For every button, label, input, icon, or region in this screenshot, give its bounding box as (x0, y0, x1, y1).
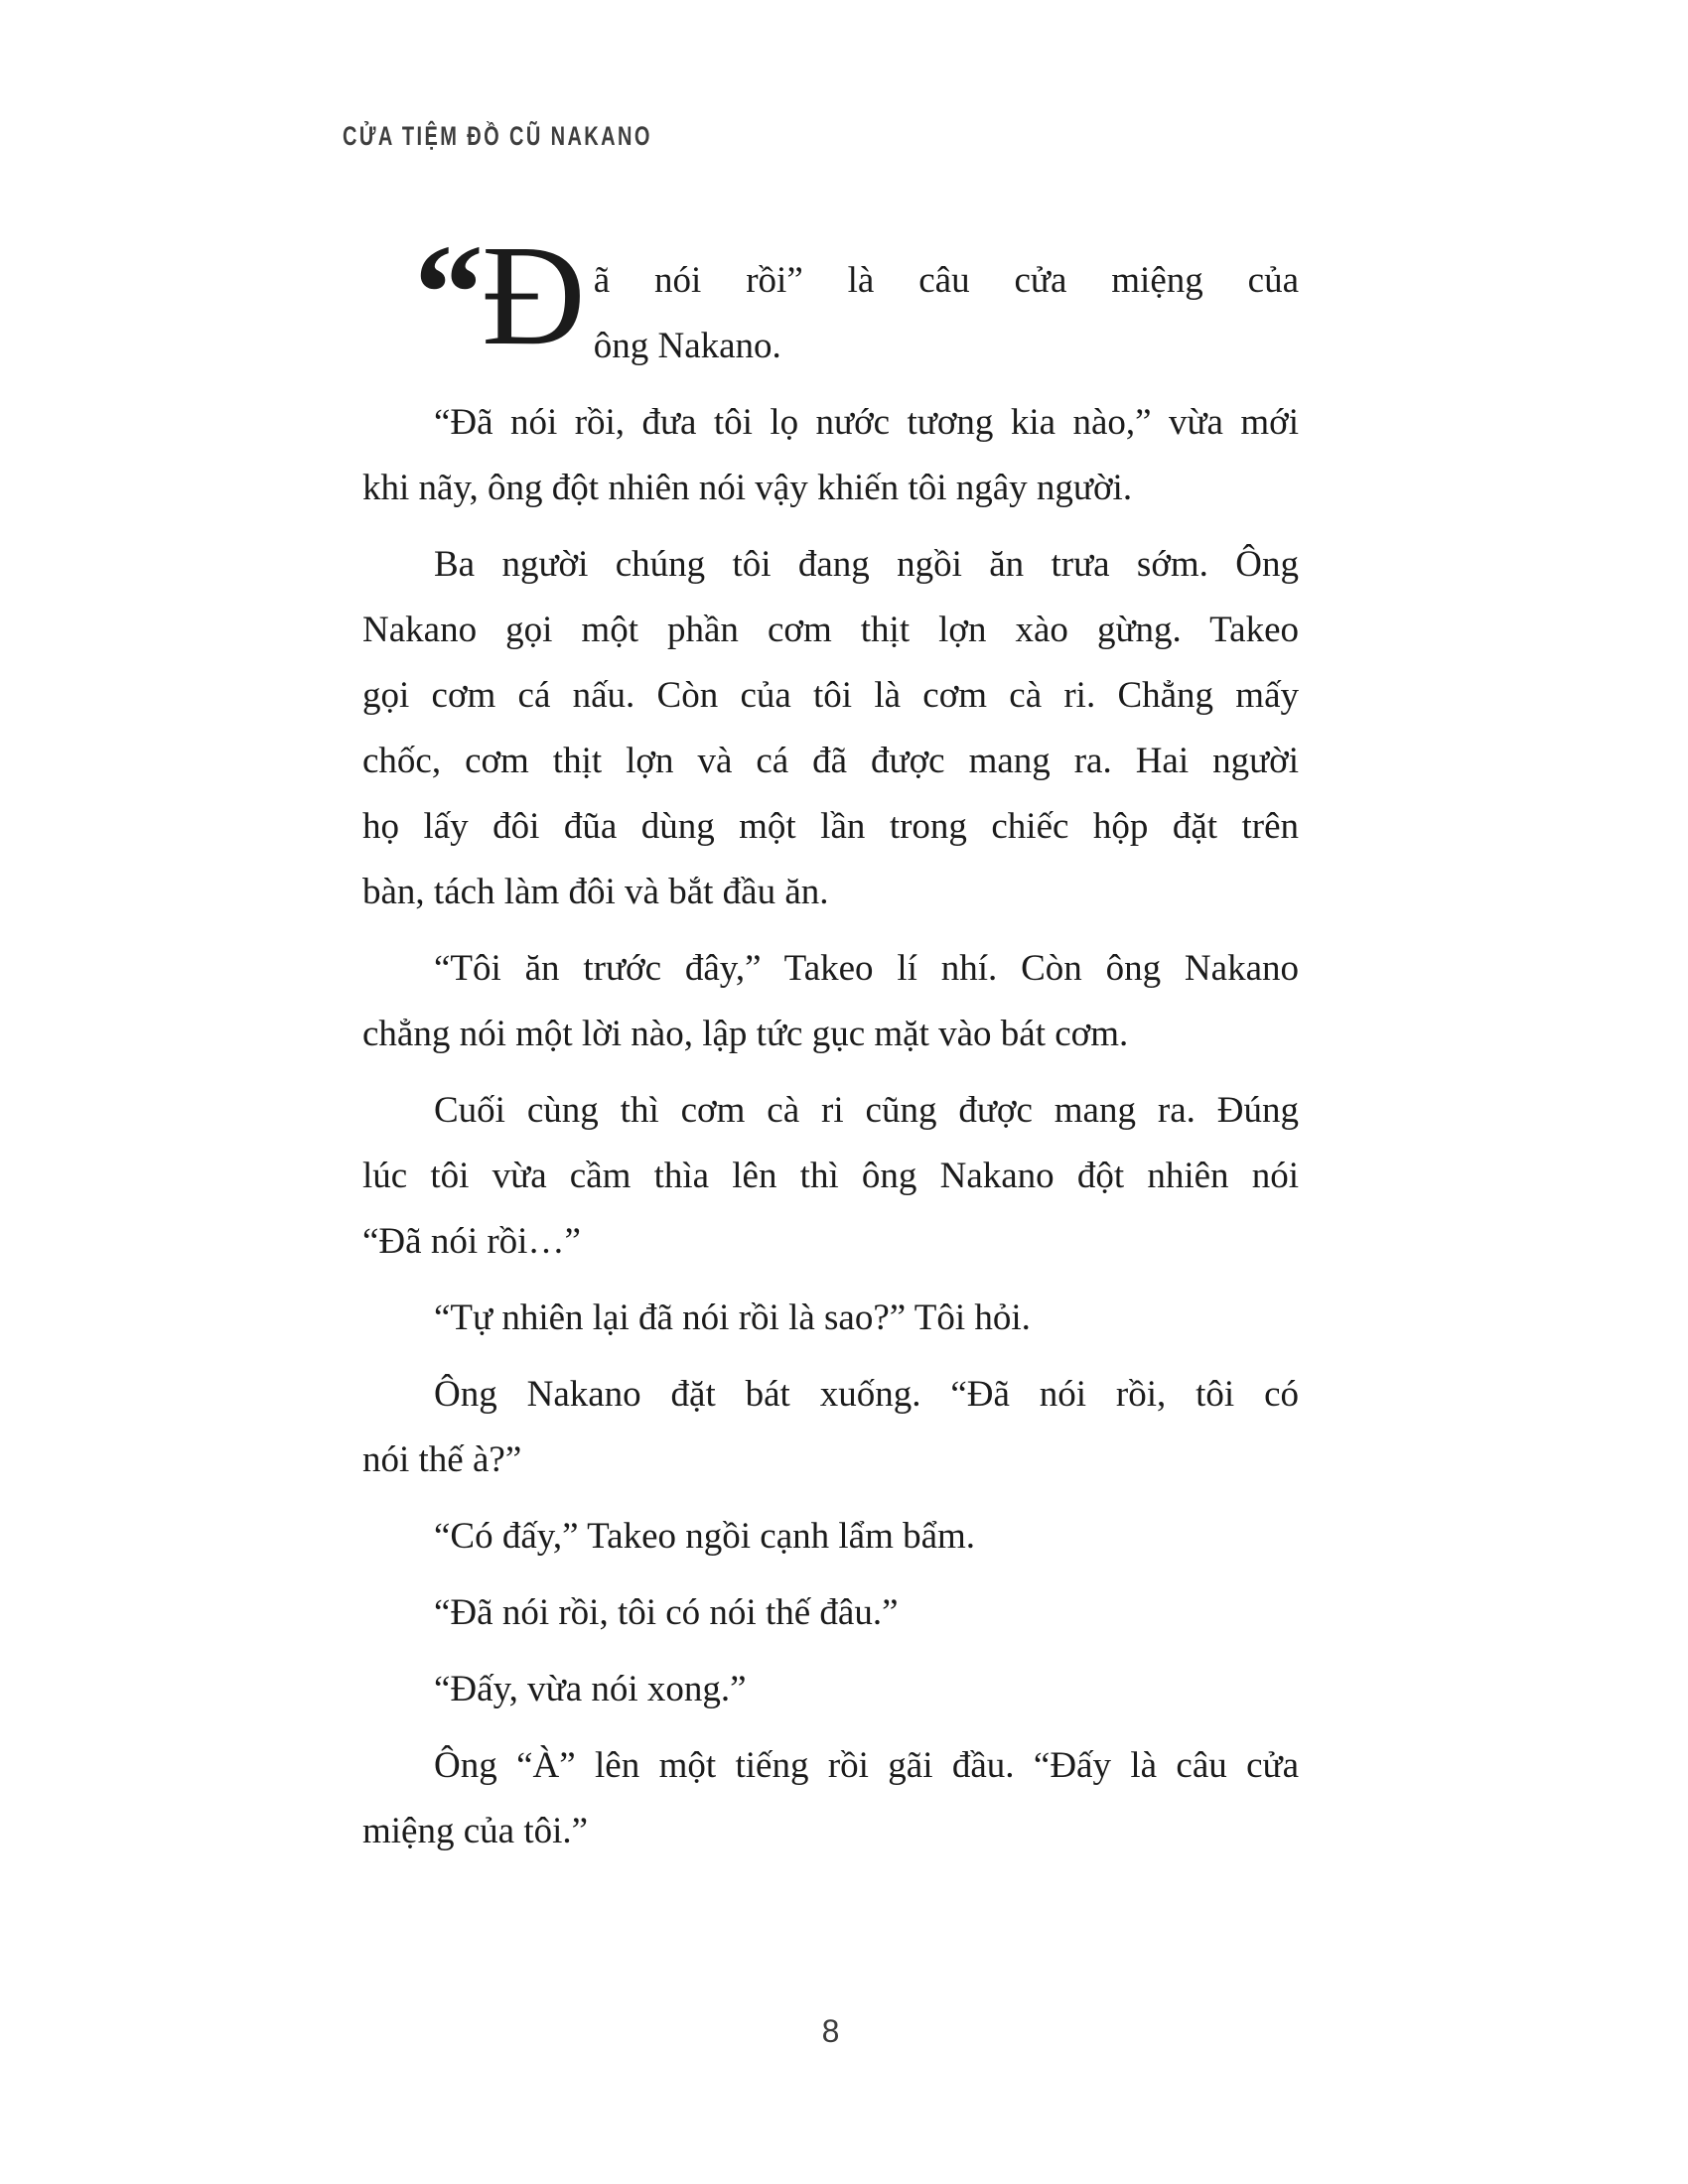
text-line: họ lấy đôi đũa dùng một lần trong chiếc hộp đặt trên (362, 806, 1299, 847)
text-line: bàn, tách làm đôi và bắt đầu ăn. (362, 872, 829, 912)
paragraph (362, 1657, 1299, 1722)
paragraph (362, 1078, 1299, 1275)
text-line: “Tôi ăn trước đây,” Takeo lí nhí. Còn ông Nakano (434, 948, 1299, 989)
text-line: Nakano gọi một phần cơm thịt lợn xào gừng. Takeo (362, 610, 1299, 650)
text-line: nói thế à?” (362, 1439, 522, 1480)
text-line: Ba người chúng tôi đang ngồi ăn trưa sớm. Ông (434, 544, 1299, 585)
text-line: “Tự nhiên lại đã nói rồi là sao?” Tôi hỏi. (434, 1297, 1031, 1338)
paragraph (362, 1286, 1299, 1351)
text-line: Cuối cùng thì cơm cà ri cũng được mang ra. Đúng (434, 1090, 1299, 1131)
drop-cap-open-quote: “ (414, 216, 478, 370)
paragraph (362, 390, 1299, 521)
text-line: “Đã nói rồi, tôi có nói thế đâu.” (434, 1592, 899, 1633)
text-line: lúc tôi vừa cầm thìa lên thì ông Nakano đột nhiên nói (362, 1156, 1299, 1196)
body-text (362, 216, 1299, 1875)
text-line: khi nãy, ông đột nhiên nói vậy khiến tôi ngây người. (362, 468, 1133, 508)
text-line: gọi cơm cá nấu. Còn của tôi là cơm cà ri. Chẳng mấy (362, 675, 1299, 716)
paragraph (362, 1580, 1299, 1646)
paragraph (362, 936, 1299, 1067)
text-line: “Đấy, vừa nói xong.” (434, 1669, 747, 1709)
drop-cap-letter: Đ (482, 216, 586, 375)
paragraph (362, 1362, 1299, 1493)
paragraph (362, 532, 1299, 925)
text-line: ã nói rồi” là câu cửa miệng của (593, 260, 1299, 301)
text-line: miệng của tôi.” (362, 1811, 589, 1851)
text-line: chốc, cơm thịt lợn và cá đã được mang ra. Hai người (362, 741, 1299, 781)
paragraph (362, 1733, 1299, 1864)
text-line: ông Nakano. (593, 326, 781, 366)
drop-cap (414, 216, 594, 375)
text-line: Ông Nakano đặt bát xuống. “Đã nói rồi, tôi có (434, 1374, 1299, 1415)
running-header: CỬA TIỆM ĐỒ CŨ NAKANO (343, 121, 652, 152)
text-line: “Có đấy,” Takeo ngồi cạnh lẩm bẩm. (434, 1516, 976, 1557)
opening-paragraph-lines (594, 248, 1299, 379)
opening-paragraph (362, 216, 1299, 379)
paragraph (362, 1504, 1299, 1570)
text-line: “Đã nói rồi…” (362, 1221, 581, 1262)
text-line: “Đã nói rồi, đưa tôi lọ nước tương kia nào,” vừa mới (434, 402, 1299, 443)
text-line: chẳng nói một lời nào, lập tức gục mặt vào bát cơm. (362, 1014, 1129, 1054)
text-line: Ông “À” lên một tiếng rồi gãi đầu. “Đấy là câu cửa (434, 1745, 1299, 1786)
page-number: 8 (821, 2013, 840, 2049)
